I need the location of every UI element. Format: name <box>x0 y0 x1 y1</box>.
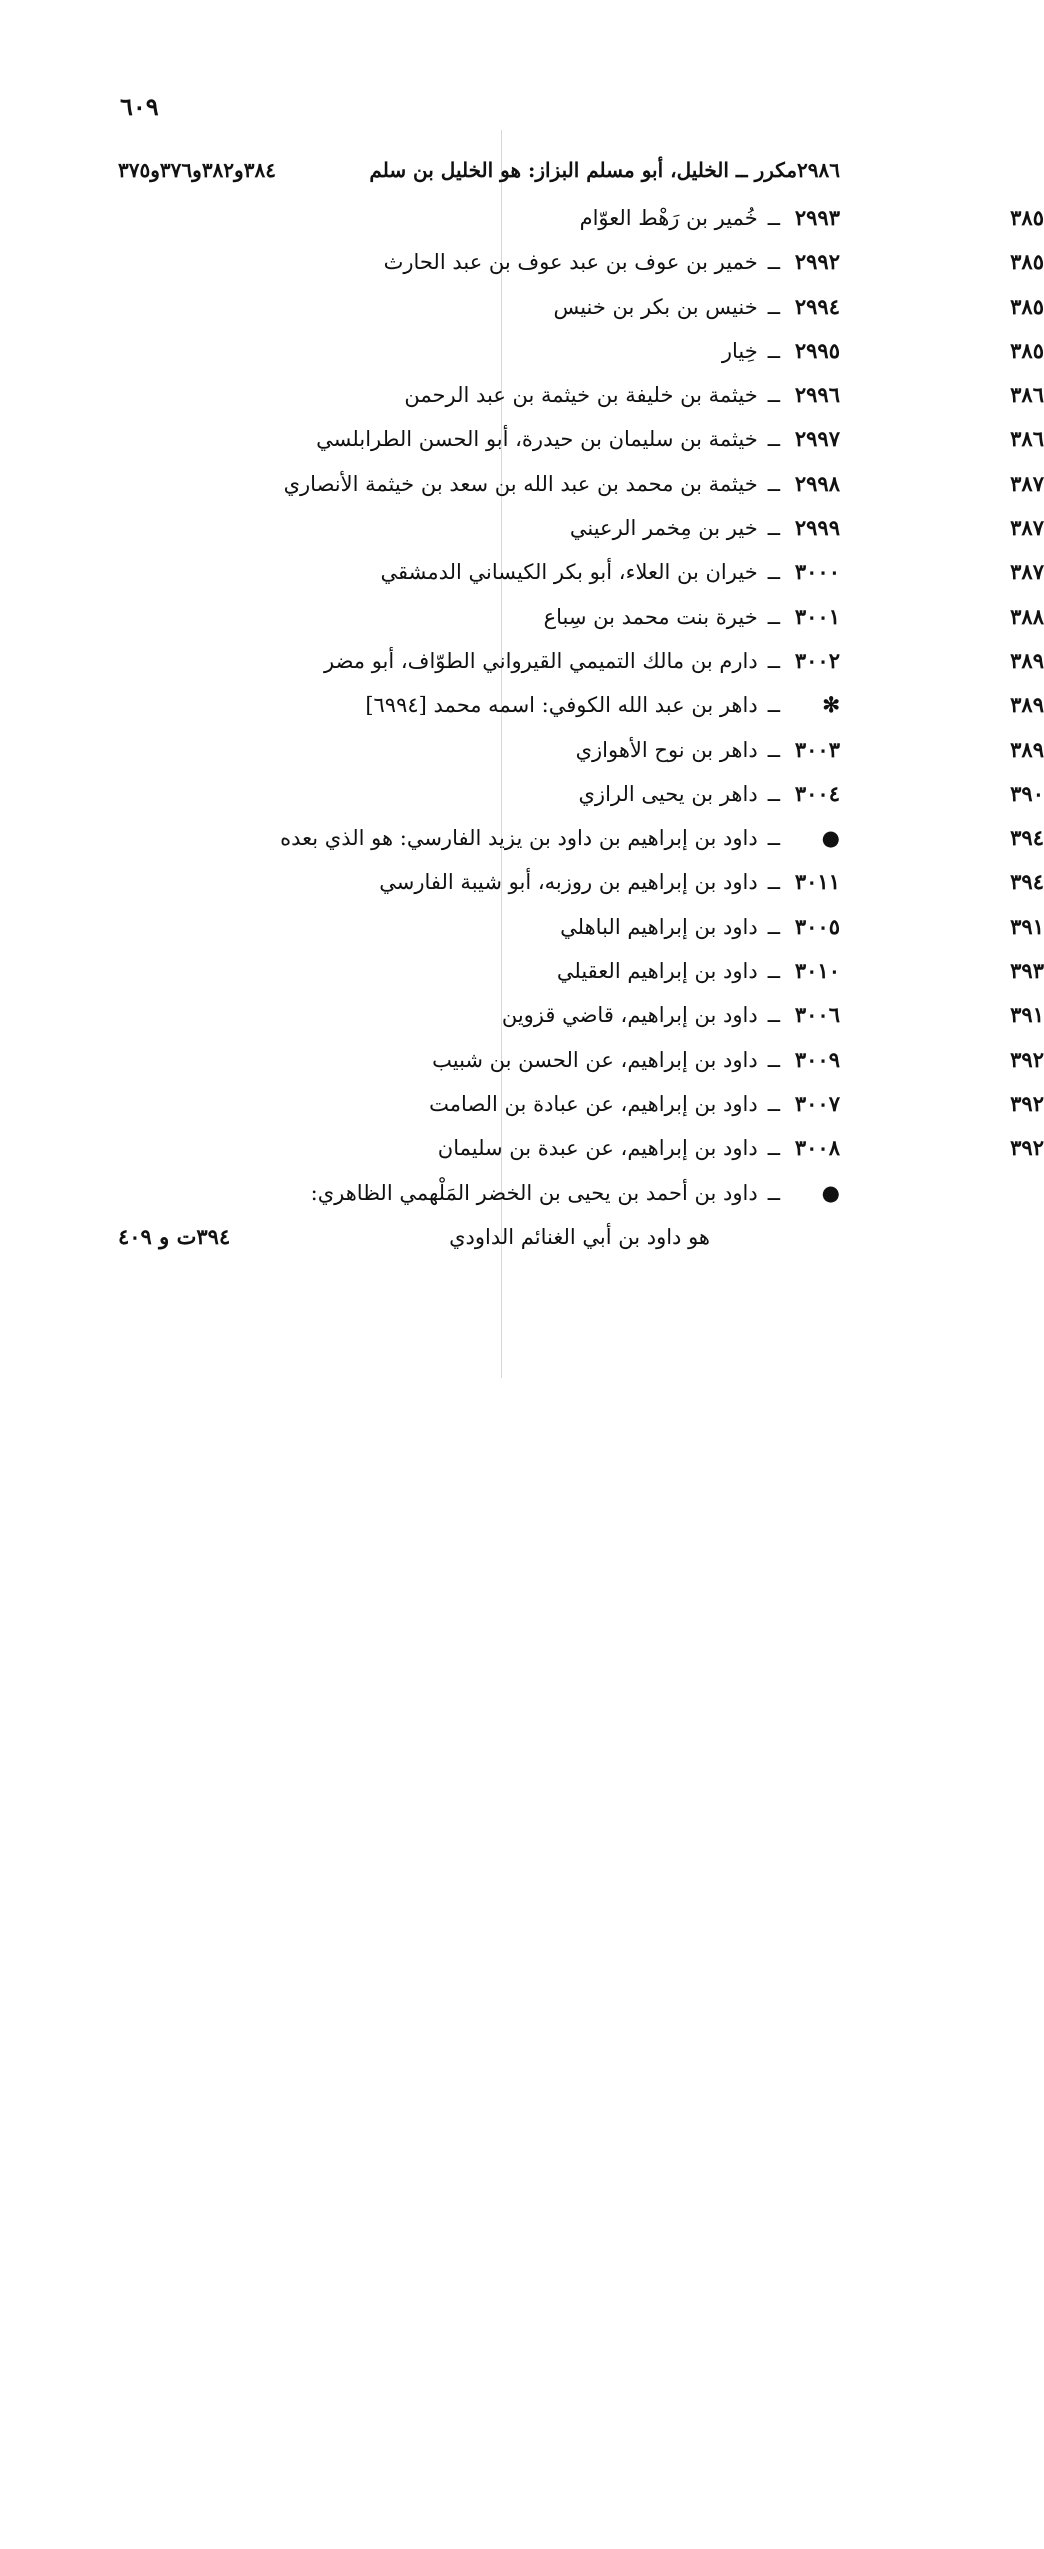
bullet-icon: ● <box>821 1179 840 1205</box>
entry-page: ٣٨٧ <box>1010 559 1044 585</box>
entry-text: داود بن إبراهيم العقيلي <box>556 959 758 984</box>
entry-dash: ــ <box>767 427 780 452</box>
asterisk-icon: ✻ <box>822 692 840 718</box>
entry-page: ٣٩٤ت و ٤٠٩ <box>118 1223 231 1249</box>
list-item <box>118 285 1044 329</box>
entry-text: داود بن إبراهيم الباهلي <box>560 914 758 939</box>
list-item-continuation <box>118 1215 840 1259</box>
entry-dash: ــ <box>767 560 780 585</box>
list-item <box>118 373 1044 417</box>
entry-dash: ــ <box>767 471 780 496</box>
entry-number: ٢٩٩٦ <box>794 382 840 408</box>
list-item <box>118 462 1044 506</box>
list-item <box>118 816 1044 860</box>
list-item <box>118 417 1044 461</box>
list-item <box>118 240 1044 284</box>
list-item <box>118 196 1044 240</box>
entry-page: ٣٩٤ <box>1010 825 1044 851</box>
entry-dash: ــ <box>767 1047 780 1072</box>
entry-dash: ــ <box>767 1003 780 1028</box>
entry-page: ٣٨٩ <box>1010 736 1044 762</box>
entry-number: ٢٩٩٥ <box>794 337 840 363</box>
entry-dash: ــ <box>767 914 780 939</box>
entry-number: ٢٩٩٧ <box>794 426 840 452</box>
entry-text: داهر بن يحيى الرازي <box>578 781 758 806</box>
entry-number: ٢٩٩٨ <box>794 470 840 496</box>
entry-text: ٢٩٨٦مكرر ــ الخليل، أبو مسلم البزاز: هو الخليل بن سلم <box>369 158 840 182</box>
list-item <box>118 506 1044 550</box>
entry-dash: ــ <box>767 693 780 718</box>
entry-page: ٣٩١ <box>1010 913 1044 939</box>
entry-number: ٢٩٩٩ <box>794 515 840 541</box>
list-item <box>118 905 1044 949</box>
list-item <box>118 1171 840 1215</box>
entry-dash: ــ <box>767 1180 780 1205</box>
entry-number: ٣٠١٠ <box>794 958 840 984</box>
entry-dash: ــ <box>767 1136 780 1161</box>
entry-dash: ــ <box>767 206 780 230</box>
list-item <box>118 329 1044 373</box>
entry-dash: ــ <box>767 338 780 363</box>
entry-number: ٣٠٠٤ <box>794 780 840 806</box>
list-item <box>118 550 1044 594</box>
entry-text: هو داود بن أبي الغنائم الداودي <box>449 1224 710 1249</box>
entry-page: ٣٨٥ <box>1010 249 1044 275</box>
bullet-icon: ● <box>821 825 840 851</box>
entry-text: داود بن إبراهيم بن داود بن يزيد الفارسي: هو الذي بعده <box>280 826 758 851</box>
index-list <box>118 196 1044 1259</box>
entry-number: ٣٠٠٩ <box>794 1046 840 1072</box>
entry-text: داهر بن نوح الأهوازي <box>575 737 758 762</box>
entry-page: ٣٩٢ <box>1010 1046 1044 1072</box>
entry-dash: ــ <box>767 959 780 984</box>
list-item <box>118 860 1044 904</box>
entry-dash: ــ <box>767 294 780 319</box>
entry-text: خيثمة بن خليفة بن خيثمة بن عبد الرحمن <box>404 383 758 408</box>
entry-number: ٣٠٠٧ <box>794 1090 840 1116</box>
list-item <box>118 1126 1044 1170</box>
entry-pages: ٣٨٤و٣٨٢و٣٧٦و٣٧٥ <box>118 158 276 182</box>
entry-text: داود بن إبراهيم، عن عبادة بن الصامت <box>429 1091 758 1116</box>
list-item <box>118 993 1044 1037</box>
list-item <box>118 683 1044 727</box>
list-item <box>118 728 1044 772</box>
entry-page: ٣٨٨ <box>1010 603 1044 629</box>
entry-number: ٣٠٠٣ <box>794 736 840 762</box>
entry-page: ٣٨٩ <box>1010 647 1044 673</box>
entry-dash: ــ <box>767 250 780 275</box>
entry-page: ٣٩١ <box>1010 1002 1044 1028</box>
entry-dash: ــ <box>767 870 780 895</box>
entry-number: ٣٠٠٦ <box>794 1002 840 1028</box>
entry-page: ٣٨٧ <box>1010 470 1044 496</box>
entry-text: خيران بن العلاء، أبو بكر الكيساني الدمشقي <box>380 560 758 585</box>
list-item <box>118 639 1044 683</box>
entry-number: ٣٠٠٥ <box>794 913 840 939</box>
entry-text: داود بن إبراهيم، عن الحسن بن شبيب <box>432 1047 758 1072</box>
entry-number: ٢٩٩٤ <box>794 293 840 319</box>
entry-page: ٣٨٥ <box>1010 293 1044 319</box>
index-entry-header <box>118 152 840 192</box>
entry-dash: ــ <box>767 1091 780 1116</box>
entry-page <box>118 1171 1044 2549</box>
entry-dash: ــ <box>767 516 780 541</box>
entry-page: ٣٨٦ <box>1010 426 1044 452</box>
entry-number: ٣٠٠٨ <box>794 1135 840 1161</box>
entry-number: ٢٩٩٣ <box>794 205 840 230</box>
entry-page: ٣٨٥ <box>1010 337 1044 363</box>
entry-text: داود بن إبراهيم، قاضي قزوين <box>501 1003 758 1028</box>
entry-page: ٣٨٦ <box>1010 382 1044 408</box>
entry-number: ٢٩٩٢ <box>794 249 840 275</box>
page-number: ٦٠٩ <box>120 92 159 121</box>
entry-text: داهر بن عبد الله الكوفي: اسمه محمد [٦٩٩٤] <box>365 693 758 718</box>
entry-page: ٣٩٢ <box>1010 1090 1044 1116</box>
entry-dash: ــ <box>767 826 780 851</box>
entry-page: ٣٨٥ <box>1010 205 1044 230</box>
entry-text: خير بن مِخمر الرعيني <box>569 516 758 541</box>
entry-dash: ــ <box>767 737 780 762</box>
entry-text: داود بن إبراهيم بن روزبه، أبو شيبة الفارسي <box>379 870 758 895</box>
list-item <box>118 772 1044 816</box>
entry-page: ٣٨٩ <box>1010 692 1044 718</box>
list-item <box>118 949 1044 993</box>
entry-number: ٣٠٠١ <box>794 603 840 629</box>
entry-page: ٣٩٠ <box>1010 780 1044 806</box>
entry-text: دارم بن مالك التميمي القيرواني الطوّاف، أبو مضر <box>323 648 758 673</box>
entry-number: ٣٠١١ <box>794 869 840 895</box>
entry-page: ٣٨٧ <box>1010 515 1044 541</box>
entry-page: ٣٩٢ <box>1010 1135 1044 1161</box>
entry-text: خمير بن عوف بن عبد عوف بن عبد الحارث <box>383 250 758 275</box>
entry-text: خيثمة بن سليمان بن حيدرة، أبو الحسن الطرابلسي <box>316 427 758 452</box>
entry-dash: ــ <box>767 383 780 408</box>
entry-page: ٣٩٤ <box>1010 869 1044 895</box>
entry-text: خِيار <box>721 338 758 363</box>
list-item <box>118 1082 1044 1126</box>
entry-dash: ــ <box>767 781 780 806</box>
entry-text: خُمير بن رَهْط العوّام <box>579 206 758 230</box>
entry-dash: ــ <box>767 604 780 629</box>
list-item <box>118 595 1044 639</box>
entry-number: ٣٠٠٢ <box>794 647 840 673</box>
entry-text: خيرة بنت محمد بن سِباع <box>543 604 758 629</box>
list-item <box>118 1038 1044 1082</box>
entry-page: ٣٩٣ <box>1010 958 1044 984</box>
entry-text: داود بن إبراهيم، عن عبدة بن سليمان <box>437 1136 758 1161</box>
entry-text: داود بن أحمد بن يحيى بن الخضر المَلْهمي الظاهري: <box>310 1180 758 1205</box>
entry-text: خنيس بن بكر بن خنيس <box>553 294 758 319</box>
entry-number: ٣٠٠٠ <box>794 559 840 585</box>
entry-text: خيثمة بن محمد بن عبد الله بن سعد بن خيثمة الأنصاري <box>283 471 758 496</box>
entry-dash: ــ <box>767 648 780 673</box>
